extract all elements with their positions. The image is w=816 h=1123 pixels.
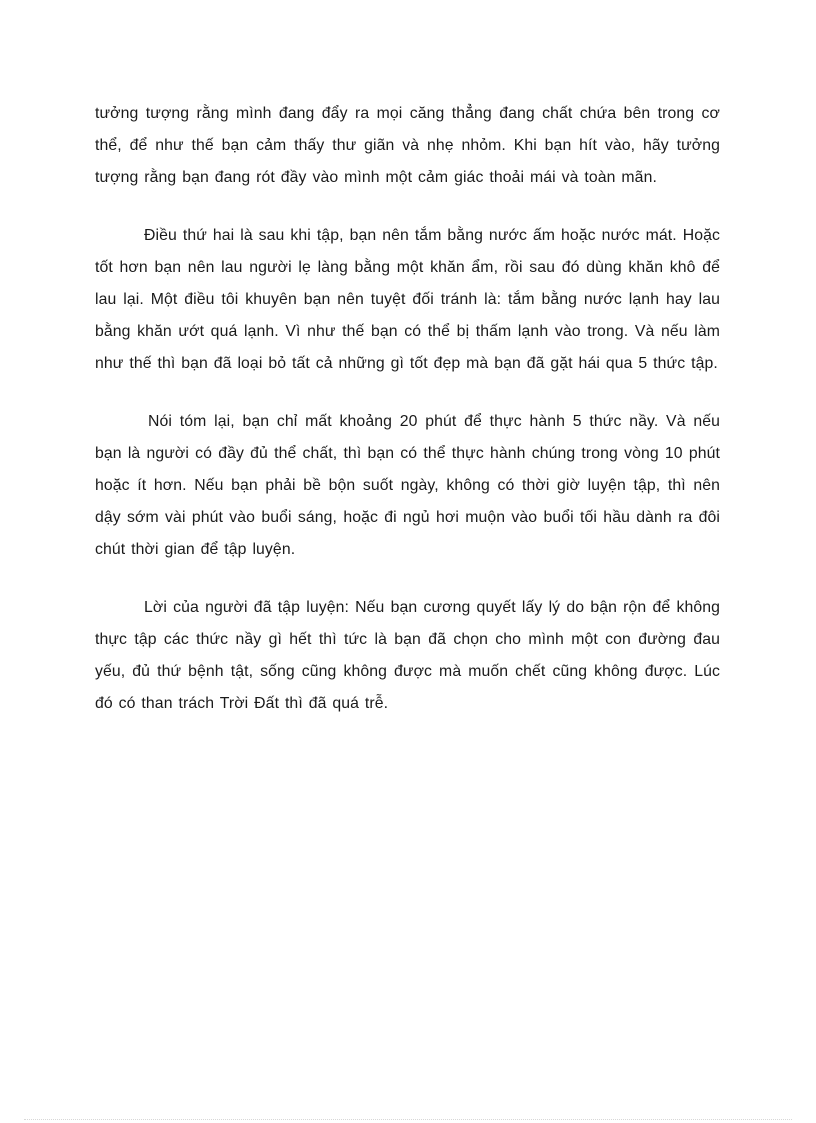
paragraph-4: Lời của người đã tập luyện: Nếu bạn cương quyết lấy lý do bận rộn để không thực tập các thức nầy gì hết thì tức là bạn đã chọn cho mình một con đường đau yếu, đủ thứ bệnh tật, sống cũng không được mà muốn chết cũng không được. Lúc đó có than trách Trời Đất thì đã quá trễ. xyxy=(95,598,720,713)
paragraph-2: Điều thứ hai là sau khi tập, bạn nên tắm bằng nước ấm hoặc nước mát. Hoặc tốt hơn bạn nên lau người lẹ làng bằng một khăn ẩm, rồi sau đó dùng khăn khô để lau lại. Một điều tôi khuyên bạn nên tuyệt đối tránh là: tắm bằng nước lạnh hay lau bằng khăn ướt quá lạnh. Vì như thế bạn có thể bị thấm lạnh vào trong. Và nếu làm như thế thì bạn đã loại bỏ tất cả những gì tốt đẹp mà bạn đã gặt hái qua 5 thức tập. xyxy=(95,226,720,373)
paragraph-1: tưởng tượng rằng mình đang đẩy ra mọi căng thẳng đang chất chứa bên trong cơ thể, để như thế bạn cảm thấy thư giãn và nhẹ nhỏm. Khi bạn hít vào, hãy tưởng tượng rằng bạn đang rót đầy vào mình một cảm giác thoải mái và toàn mãn. xyxy=(95,105,720,187)
page-bottom-divider xyxy=(24,1119,792,1120)
paragraph-3: Nói tóm lại, bạn chỉ mất khoảng 20 phút để thực hành 5 thức nầy. Và nếu bạn là người có đầy đủ thể chất, thì bạn có thể thực hành chúng trong vòng 10 phút hoặc ít hơn. Nếu bạn phải bề bộn suốt ngày, không có thời giờ luyện tập, thì nên dậy sớm vài phút vào buổi sáng, hoặc đi ngủ hơi muộn vào buổi tối hầu dành ra đôi chút thời gian để tập luyện. xyxy=(95,412,720,559)
body-text xyxy=(95,98,720,745)
